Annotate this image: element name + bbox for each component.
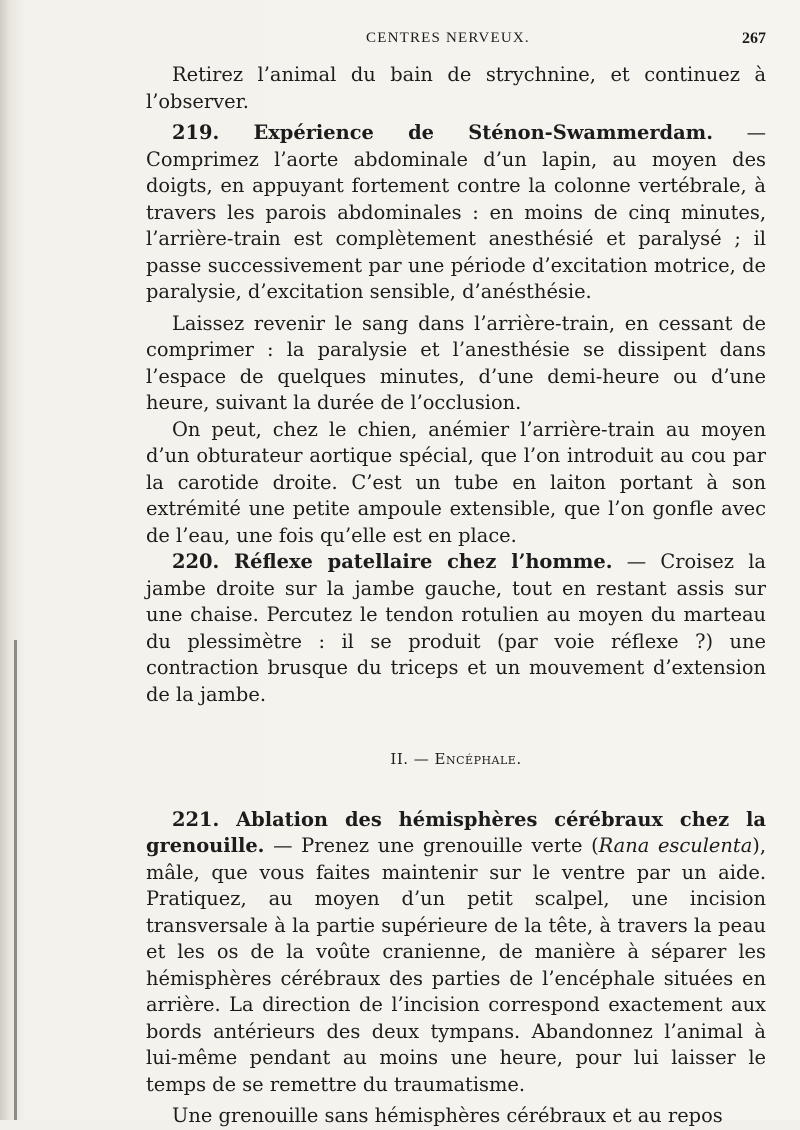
paragraph: On peut, chez le chien, anémier l’arrière-train au moyen d’un obturateur aortique spécial, que l’on introduit au cou par la carotide droite. C’est un tube en laiton portant à son extrémité une petite ampoule extensible, que l’on gonfle avec de l’eau, une fois qu’elle est en place.	[146, 417, 766, 547]
experiment-text: — Prenez une grenouille verte (	[264, 834, 599, 857]
page-body	[146, 62, 766, 1130]
running-head: CENTRES NERVEUX.	[366, 30, 530, 46]
experiment-220	[146, 549, 766, 708]
experiment-heading: 220. Réflexe patellaire chez l’homme.	[172, 550, 613, 573]
experiment-text: — Croisez la jambe droite sur la jambe gauche, tout en restant assis sur une chaise. Percutez le tendon rotulien au moyen du marteau du plessimètre : il se produit (par voie réflexe ?) une contraction brusque du triceps et un mouvement d’extension de la jambe.	[146, 550, 766, 706]
section-title: Encéphale.	[434, 750, 522, 768]
species-name: Rana esculenta	[598, 834, 753, 857]
binding-shadow	[14, 640, 17, 1120]
page-header	[146, 30, 766, 52]
section-heading	[146, 746, 766, 773]
experiment-text: — Comprimez l’aorte abdominale d’un lapin, au moyen des doigts, en appuyant fortement contre la colonne vertébrale, à travers les parois abdominales : en moins de cinq minutes, l’arrière-train est complètement anesthésié et paralysé ; il passe successivement par une période d’excitation motrice, de paralysie, d’excitation sensible, d’anésthésie.	[146, 121, 766, 303]
paragraph: Laissez revenir le sang dans l’arrière-train, en cessant de comprimer : la paralysie et l’anesthésie se dissipent dans l’espace de quelques minutes, d’une demi-heure ou d’une heure, suivant la durée de l’occlusion.	[146, 311, 766, 414]
experiment-heading: 219. Expérience de Sténon-Swammerdam.	[172, 121, 713, 144]
section-numeral: II. —	[390, 750, 435, 768]
experiment-text: ), mâle, que vous faites maintenir sur le ventre par un aide. Pratiquez, au moyen d’un petit scalpel, une incision transversale à la partie supérieure de la tête, à travers la peau et les os de la voûte cranienne, de manière à séparer les hémisphères cérébraux des parties de l’encéphale situées en arrière. La direction de l’incision correspond exactement aux bords antérieurs des deux tympans. Abandonnez l’animal à lui-même pendant au moins une heure, pour lui laisser le temps de se remettre du traumatisme.	[146, 834, 766, 1096]
experiment-heading: 221. Ablation des hémisphères cérébraux chez la grenouille.	[146, 807, 766, 857]
experiment-221	[146, 807, 766, 1099]
paragraph: Retirez l’animal du bain de strychnine, et continuez à l’observer.	[146, 63, 766, 113]
page-number: 267	[742, 30, 766, 47]
paragraph: Une grenouille sans hémisphères cérébraux et au repos	[172, 1104, 723, 1127]
experiment-219	[146, 120, 766, 306]
